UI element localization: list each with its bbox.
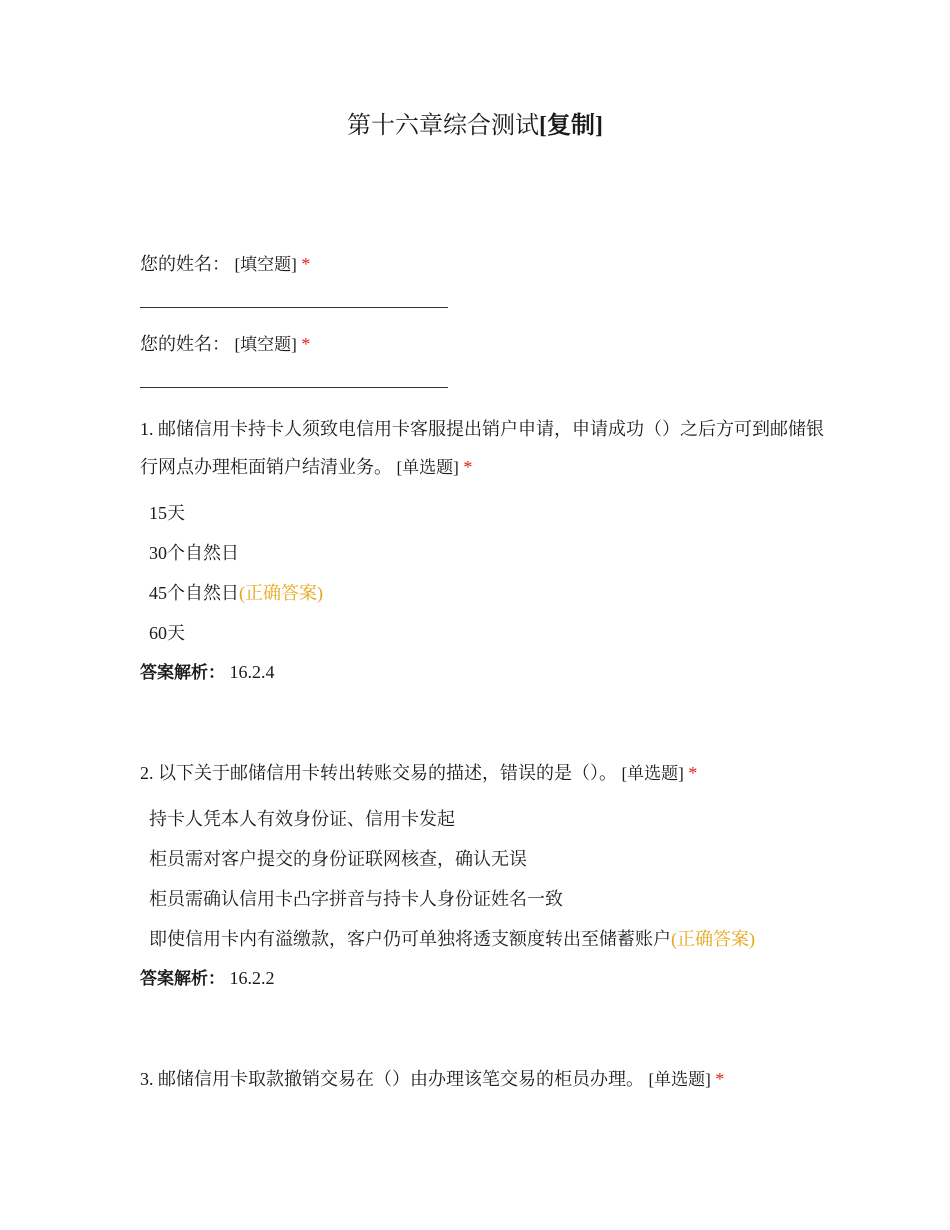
required-mark: * [301, 334, 311, 354]
question-stem: 以下关于邮储信用卡转出转账交易的描述，错误的是（）。 [158, 763, 617, 783]
question-number: 2. [140, 763, 154, 783]
option-label: 15天 [149, 503, 185, 523]
question-type: [单选题] [396, 458, 459, 477]
name-field-prompt [140, 330, 830, 359]
question-type: [填空题] [234, 255, 297, 274]
option-label: 60天 [149, 623, 185, 643]
option-item[interactable] [140, 839, 830, 879]
page-title [0, 110, 950, 142]
question-text [140, 410, 830, 487]
question-2 [140, 754, 830, 998]
option-label: 即使信用卡内有溢缴款，客户仍可单独将透支额度转出至储蓄账户 [149, 929, 671, 949]
option-list [140, 799, 830, 959]
survey-content [140, 250, 830, 1099]
analysis-label: 答案解析： [140, 663, 225, 683]
correct-answer-tag: (正确答案) [239, 583, 323, 603]
name-input-blank[interactable] [140, 359, 448, 388]
option-list [140, 493, 830, 653]
option-label: 45个自然日 [149, 583, 239, 603]
required-mark: * [301, 254, 311, 274]
option-item[interactable] [140, 613, 830, 653]
required-mark: * [688, 763, 698, 783]
answer-analysis [140, 959, 830, 998]
answer-analysis [140, 653, 830, 692]
option-item[interactable] [140, 919, 830, 959]
name-field-label: 您的姓名： [140, 254, 230, 274]
question-type: [单选题] [621, 764, 684, 783]
question-number: 3. [140, 1069, 154, 1089]
required-mark: * [463, 457, 473, 477]
analysis-label: 答案解析： [140, 969, 225, 989]
name-input-blank[interactable] [140, 279, 448, 308]
correct-answer-tag: (正确答案) [671, 929, 755, 949]
spacer [140, 692, 830, 754]
question-stem: 邮储信用卡取款撤销交易在（）由办理该笔交易的柜员办理。 [158, 1069, 644, 1089]
title-main: 第十六章综合测试 [347, 113, 539, 139]
question-number: 1. [140, 419, 154, 439]
option-item[interactable] [140, 799, 830, 839]
question-stem: 邮储信用卡持卡人须致电信用卡客服提出销户申请，申请成功（）之后方可到邮储银行网点办理柜面销户结清业务。 [140, 419, 824, 477]
option-label: 柜员需对客户提交的身份证联网核查，确认无误 [149, 849, 527, 869]
option-item[interactable] [140, 533, 830, 573]
name-field-label: 您的姓名： [140, 334, 230, 354]
question-text [140, 754, 830, 793]
name-field [140, 330, 830, 388]
question-text [140, 1060, 830, 1099]
option-item[interactable] [140, 879, 830, 919]
required-mark: * [715, 1069, 725, 1089]
analysis-value: 16.2.4 [229, 662, 275, 682]
name-field-prompt [140, 250, 830, 279]
option-item[interactable] [140, 493, 830, 533]
title-suffix: [复制] [539, 113, 603, 139]
name-field [140, 250, 830, 308]
option-label: 30个自然日 [149, 543, 239, 563]
option-label: 柜员需确认信用卡凸字拼音与持卡人身份证姓名一致 [149, 889, 563, 909]
option-label: 持卡人凭本人有效身份证、信用卡发起 [149, 809, 455, 829]
spacer [140, 998, 830, 1060]
question-type: [单选题] [648, 1070, 711, 1089]
option-item[interactable] [140, 573, 830, 613]
analysis-value: 16.2.2 [229, 968, 275, 988]
question-type: [填空题] [234, 335, 297, 354]
question-1 [140, 410, 830, 692]
question-3 [140, 1060, 830, 1099]
